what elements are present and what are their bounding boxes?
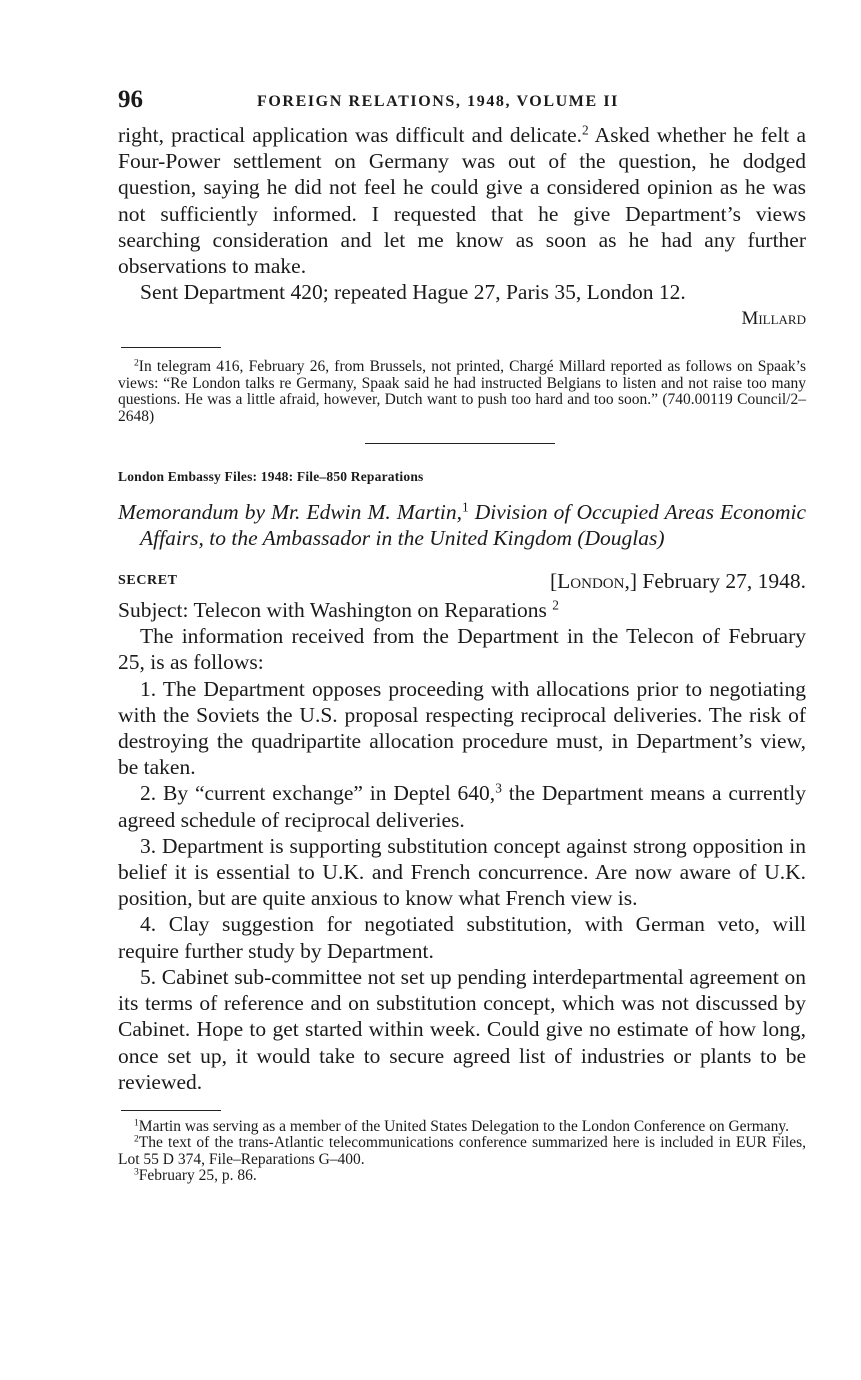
continuation-paragraph: right, practical application was difficult and delicate.$^2$ Asked whether he felt a Four-Power settlement on Germany was out of the question, he dodged question, saying he did not feel he could give a considered opinion as he was not sufficiently informed. I requested that he give Department’s views searching consideration and let me know as soon as he had any further observations to make.: [118, 122, 806, 279]
document-title: Memorandum by Mr. Edwin M. Martin,$^1$ Division of Occupied Areas Economic Affairs, to the Ambassador in the United Kingdom (Douglas): [118, 499, 806, 551]
footnote-ref: 3: [495, 781, 502, 797]
memorandum-body: [118, 597, 806, 1095]
footnote-ref: 1: [461, 499, 469, 515]
signature: Millard: [741, 308, 806, 330]
classification-label: SECRET: [118, 573, 178, 589]
document-separator: [365, 443, 555, 444]
page-header: [118, 86, 806, 122]
footnote: $^2$In telegram 416, February 26, from Brussels, not printed, Chargé Millard reported as follows on Spaak’s views: “Re London talks re Germany, Spaak said he had instructed Belgians to listen and not raise too many questions. He was a little afraid, however, Dutch want to push too hard and too soon.” (740.00119 Council/2–2648): [118, 358, 806, 425]
list-item: 1. The Department opposes proceeding with allocations prior to negotiating with the Soviets the U.S. proposal respecting reciprocal deliveries. The risk of destroying the quadripartite allocation procedure must, in Department’s view, be taken.: [118, 676, 806, 780]
continuation-text: [118, 122, 806, 332]
footnote: $^2$The text of the trans-Atlantic telecommunications conference summarized here is included in EUR Files, Lot 55 D 374, File–Reparations G–400.: [118, 1134, 806, 1168]
list-item: 2. By “current exchange” in Deptel 640,$^3$ the Department means a currently agreed schedule of reciprocal deliveries.: [118, 781, 806, 832]
footnote-divider: [121, 1110, 221, 1111]
document-meta: [118, 569, 806, 595]
document-page: [118, 86, 806, 1185]
subject-line: Subject: Telecon with Washington on Reparations $^2$: [118, 597, 559, 623]
dateline: [London,] February 27, 1948.: [550, 569, 806, 594]
footnote: $^3$February 25, p. 86.: [134, 1166, 257, 1185]
footnote-ref: 2: [582, 122, 589, 138]
list-item: 4. Clay suggestion for negotiated substitution, with German veto, will require further study by Department.: [118, 912, 806, 963]
list-item: 3. Department is supporting substitution concept against strong opposition in belief it is essential to U.K. and French concurrence. Are now aware of U.K. position, but are quite anxious to know what French view is.: [118, 833, 806, 911]
footnotes-bottom: [118, 1119, 806, 1185]
footnote-ref: 2: [552, 597, 559, 613]
footnote: $^1$Martin was serving as a member of the United States Delegation to the London Conference on Germany.: [134, 1117, 790, 1135]
page-number: 96: [118, 86, 143, 113]
list-item: 5. Cabinet sub-committee not set up pending interdepartmental agreement on its terms of reference and on substitution concept, which was not discussed by Cabinet. Hope to get started within week. Could give no estimate of how long, once set up, it would take to secure agreed list of industries or plants to be reviewed.: [118, 964, 806, 1094]
distribution-line: Sent Department 420; repeated Hague 27, Paris 35, London 12.: [140, 280, 686, 305]
running-head: FOREIGN RELATIONS, 1948, VOLUME II: [257, 93, 619, 110]
footnotes-top: [118, 359, 806, 425]
intro-paragraph: The information received from the Department in the Telecon of February 25, is as follows:: [118, 624, 806, 675]
footnote-divider: [121, 347, 221, 348]
document-source: London Embassy Files: 1948: File–850 Reparations: [118, 469, 424, 485]
